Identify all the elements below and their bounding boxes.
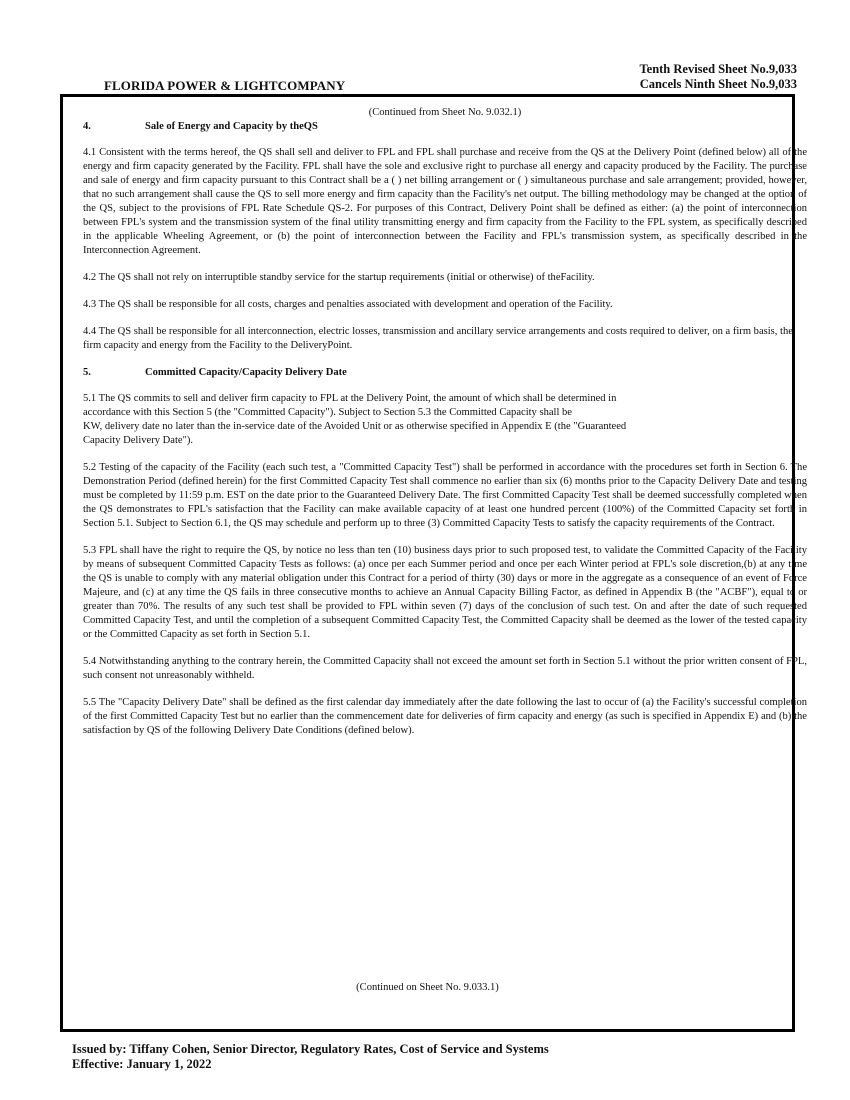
paragraph-4-3: 4.3 The QS shall be responsible for all costs, charges and penalties associated with development and operation of the Facility. <box>83 299 613 310</box>
paragraph-5-1-line: accordance with this Section 5 (the "Committed Capacity"). Subject to Section 5.3 the Committed Capacity shall be <box>83 407 572 418</box>
company-name: FLORIDA POWER & LIGHTCOMPANY <box>104 78 346 93</box>
document-body <box>83 106 807 751</box>
paragraph-5-4: 5.4 Notwithstanding anything to the contrary herein, the Committed Capacity shall not exceed the amount set forth in Section 5.1 without the prior written consent of FPL, such consent not unreasonably withheld. <box>83 656 807 681</box>
effective-date: Effective: January 1, 2022 <box>72 1057 212 1071</box>
paragraph-5-1 <box>83 392 807 448</box>
continued-from-note: (Continued from Sheet No. 9.032.1) <box>368 107 522 118</box>
paragraph-5-1-line: 5.1 The QS commits to sell and deliver firm capacity to FPL at the Delivery Point, the amount of which shall be determined in <box>83 393 617 404</box>
paragraph-5-1-line: Capacity Delivery Date"). <box>83 435 194 446</box>
paragraph-4-1: 4.1 Consistent with the terms hereof, the QS shall sell and deliver to FPL and FPL shall purchase and receive from the QS at the Delivery Point (defined below) all of the energy and firm capacity generated by the Facility. FPL shall have the sole and exclusive right to purchase all energy and capacity produced by the Facility. The purchase and sale of energy and firm capacity pursuant to this Contract shall be a ( ) net billing arrangement or ( ) simultaneous purchase and sale arrangement; provided, however, that no such arrangement shall cause the QS to sell more energy and firm capacity than the Facility's net output. The billing methodology may be changed at the option of the QS, subject to the provisions of FPL Rate Schedule QS-2. For purposes of this Contract, Delivery Point shall be defined as either: (a) the point of interconnection between FPL's system and the transmission system of the final utility transmitting energy and firm capacity from the Facility to the FPL system, as specifically described in the applicable Wheeling Agreement, or (b) the point of interconnection between the Facility and FPL's transmission system, as specifically described in the Interconnection Agreement. <box>83 147 807 256</box>
continued-on-note: (Continued on Sheet No. 9.033.1) <box>356 982 499 993</box>
sheet-cancels: Cancels Ninth Sheet No.9,033 <box>639 77 797 91</box>
section-4-heading <box>83 120 807 134</box>
paragraph-4-4: 4.4 The QS shall be responsible for all interconnection, electric losses, transmission and ancillary service arrangements and costs required to deliver, on a firm basis, the firm capacity and energy from the Facility to the DeliveryPoint. <box>83 326 793 351</box>
issued-by: Issued by: Tiffany Cohen, Senior Director, Regulatory Rates, Cost of Service and Systems <box>72 1042 549 1056</box>
paragraph-5-1-line: KW, delivery date no later than the in-service date of the Avoided Unit or as otherwise specified in Appendix E (the "Guaranteed <box>83 421 627 432</box>
section-5-heading <box>83 366 807 380</box>
paragraph-4-2: 4.2 The QS shall not rely on interruptible standby service for the startup requirements (initial or otherwise) of theFacility. <box>83 272 595 283</box>
sheet-info <box>639 62 797 92</box>
section-5-title: Committed Capacity/Capacity Delivery Date <box>145 367 347 378</box>
paragraph-5-2: 5.2 Testing of the capacity of the Facility (each such test, a "Committed Capacity Test") shall be performed in accordance with the procedures set forth in Section 6. The Demonstration Period (defined herein) for the first Committed Capacity Test shall commence no earlier than six (6) months prior to the Capacity Delivery Date and testing must be completed by 11:59 p.m. EST on the date prior to the Guaranteed Delivery Date. The first Committed Capacity Test shall be deemed successfully completed when the QS demonstrates to FPL's satisfaction that the Facility can make available capacity of at least one hundred percent (100%) of the Committed Capacity set forth in Section 5.1. Subject to Section 6.1, the QS may schedule and perform up to three (3) Committed Capacity Tests to satisfy the capacity requirements of the Contract. <box>83 462 807 529</box>
section-5-number: 5. <box>83 367 91 378</box>
section-4-title: Sale of Energy and Capacity by theQS <box>145 121 318 132</box>
sheet-revision: Tenth Revised Sheet No.9,033 <box>639 62 797 76</box>
paragraph-5-5: 5.5 The "Capacity Delivery Date" shall be defined as the first calendar day immediately after the date following the last to occur of (a) the Facility's successful completion of the first Committed Capacity Test but no earlier than the commencement date for deliveries of firm capacity and energy (as such is specified in Appendix E) and (b) the satisfaction by QS of the following Delivery Date Conditions (defined below). <box>83 697 807 736</box>
footer <box>72 1042 549 1072</box>
paragraph-5-3: 5.3 FPL shall have the right to require the QS, by notice no less than ten (10) business days prior to such proposed test, to validate the Committed Capacity of the Facility by means of subsequent Committed Capacity Tests as follows: (a) once per each Summer period and once per each Winter period at FPL's sole discretion,(b) at any time the QS is unable to comply with any material obligation under this Contract for a period of thirty (30) days or more in the aggregate as a consequence of an event of Force Majeure, and (c) at any time the QS fails in three consecutive months to achieve an Annual Capacity Billing Factor, as defined in Appendix B (the "ACBF"), equal to or greater than 70%. The results of any such test shall be provided to FPL within seven (7) days of the conclusion of such test. On and after the date of such requested Committed Capacity Test, and until the completion of a subsequent Committed Capacity Test, the Committed Capacity shall be deemed as the lower of the tested capacity or the Committed Capacity as set forth in Section 5.1. <box>83 545 807 640</box>
section-4-number: 4. <box>83 121 91 132</box>
